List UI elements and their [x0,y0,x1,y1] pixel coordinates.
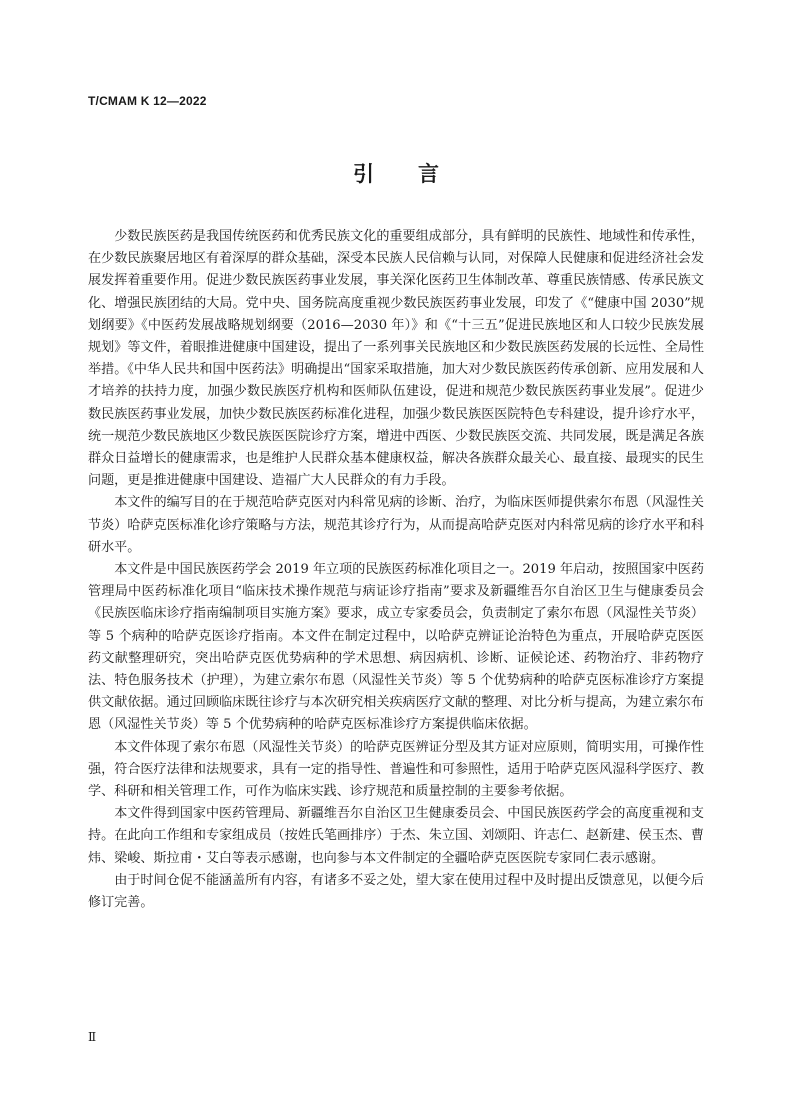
paragraph: 少数民族医药是我国传统医药和优秀民族文化的重要组成部分，具有鲜明的民族性、地域性和传承性，在少数民族聚居地区有着深厚的群众基础，深受本民族人民信赖与认同，对保障人民健康和促进经济社会发展发挥着重要作用。促进少数民族医药事业发展，事关深化医药卫生体制改革、尊重民族情感、传承民族文化、增强民族团结的大局。党中央、国务院高度重视少数民族医药事业发展，印发了《“健康中国 2030”规划纲要》《中医药发展战略规划纲要（2016—2030 年）》和《“十三五”促进民族地区和人口较少民族发展规划》等文件，着眼推进健康中国建设，提出了一系列事关民族地区和少数民族医药发展的长远性、全局性举措。《中华人民共和国中医药法》明确提出“国家采取措施，加大对少数民族医药传承创新、应用发展和人才培养的扶持力度，加强少数民族医疗机构和医师队伍建设，促进和规范少数民族医药事业发展”。促进少数民族医药事业发展，加快少数民族医药标准化进程，加强少数民族医医院特色专科建设，提升诊疗水平，统一规范少数民族地区少数民族医医院诊疗方案，增进中西医、少数民族医交流、共同发展，既是满足各族群众日益增长的健康需求，也是维护人民群众基本健康权益，解决各族群众最关心、最直接、最现实的民生问题，更是推进健康中国建设、造福广大人民群众的有力手段。 [88,229,704,489]
document-body [88,226,704,914]
page-number: Ⅱ [88,1030,97,1044]
paragraph: 本文件得到国家中医药管理局、新疆维吾尔自治区卫生健康委员会、中国民族医药学会的高度重视和支持。在此向工作组和专家组成员（按姓氏笔画排序）于杰、朱立国、刘颂阳、许志仁、赵新建、侯玉杰、曹炜、梁峻、斯拉甫・艾白等表示感谢，也向参与本文件制定的全疆哈萨克医医院专家同仁表示感谢。 [88,806,704,866]
page-title: 引言 [353,162,483,186]
paragraph: 本文件体现了索尔布恩（风湿性关节炎）的哈萨克医辨证分型及其方证对应原则，简明实用，可操作性强，符合医疗法律和法规要求，具有一定的指导性、普遍性和可参照性，适用于哈萨克医风湿科学医疗、教学、科研和相关管理工作，可作为临床实践、诊疗规范和质量控制的主要参考依据。 [88,739,704,800]
standard-code: T/CMAM K 12—2022 [88,94,207,108]
paragraph: 由于时间仓促不能涵盖所有内容，有诸多不妥之处，望大家在使用过程中及时提出反馈意见，以便今后修订完善。 [88,872,704,911]
paragraph: 本文件是中国民族医药学会 2019 年立项的民族医药标准化项目之一。2019 年启动，按照国家中医药管理局中医药标准化项目“临床技术操作规范与病证诊疗指南”要求及新疆维吾尔自治区卫生与健康委员会《民族医临床诊疗指南编制项目实施方案》要求，成立专家委员会，负责制定了索尔布恩（风湿性关节炎）等 5 个病种的哈萨克医诊疗指南。本文件在制定过程中，以哈萨克辨证论治特色为重点，开展哈萨克医医药文献整理研究，突出哈萨克医优势病种的学术思想、病因病机、诊断、证候论述、药物治疗、非药物疗法、特色服务技术（护理），为建立索尔布恩（风湿性关节炎）等 5 个优势病种的哈萨克医标准诊疗方案提供文献依据。通过回顾临床既往诊疗与本次研究相关疾病医疗文献的整理、对比分析与提高，为建立索尔布恩（风湿性关节炎）等 5 个优势病种的哈萨克医标准诊疗方案提供临床依据。 [88,562,704,733]
paragraph: 本文件的编写目的在于规范哈萨克医对内科常见病的诊断、治疗，为临床医师提供索尔布恩（风湿性关节炎）哈萨克医标准化诊疗策略与方法，规范其诊疗行为，从而提高哈萨克医对内科常见病的诊疗水平和科研水平。 [88,495,704,555]
